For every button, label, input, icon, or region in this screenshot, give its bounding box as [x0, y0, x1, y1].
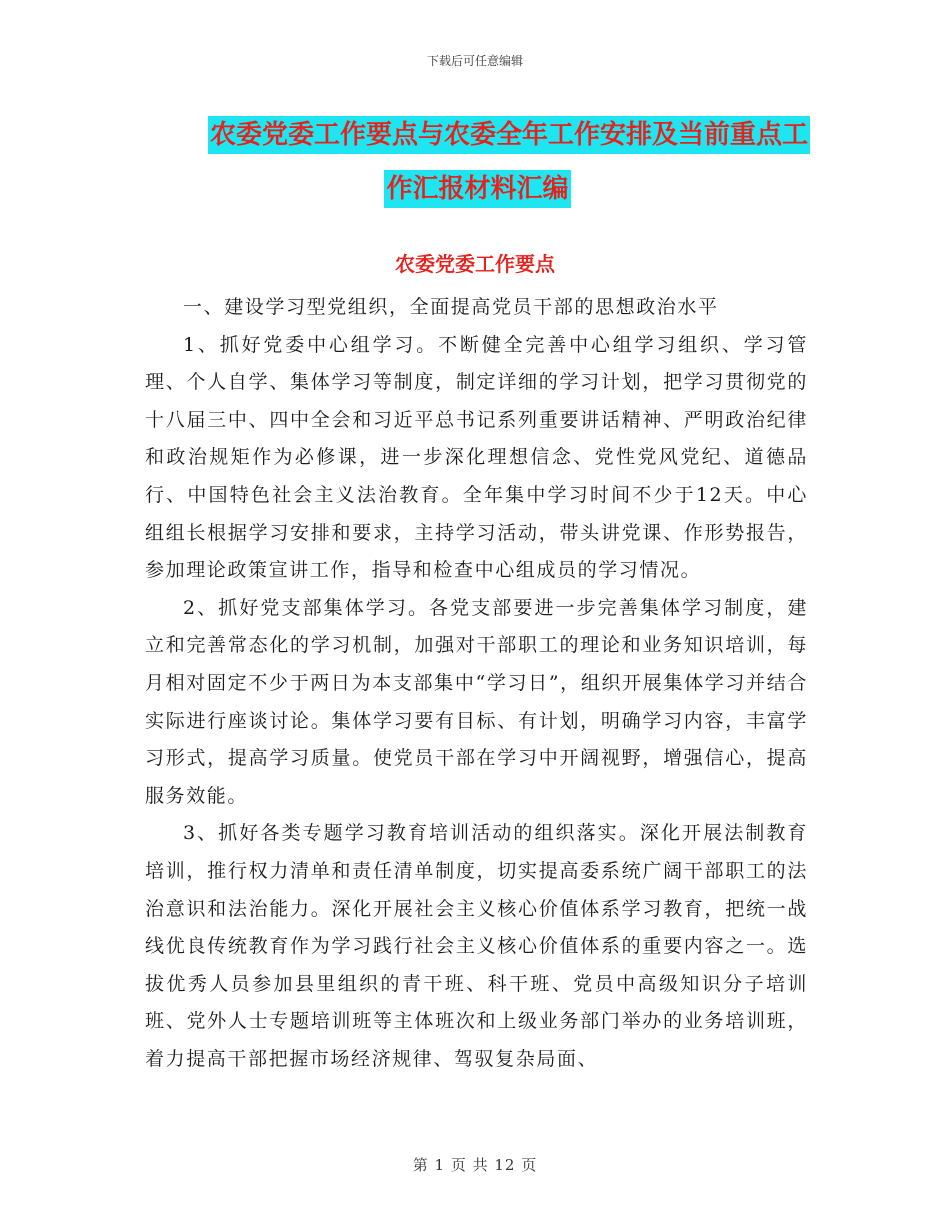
page-header-note: 下载后可任意编辑	[426, 54, 523, 68]
page-number-footer: 第 1 页 共 12 页	[412, 1156, 538, 1174]
document-title-line2: 作汇报材料汇编	[384, 170, 570, 208]
paragraph-3: 3、抓好各类专题学习教育培训活动的组织落实。深化开展法制教育培训，推行权力清单和责任清单制度，切实提高委系统广阔干部职工的法治意识和法治能力。深化开展社会主义核心价值体系学习教育，把统一战线优良传统教育作为学习践行社会主义核心价值体系的重要内容之一。选拔优秀人员参加县里组织的青干班、科干班、党员中高级知识分子培训班、党外人士专题培训班等主体班次和上级业务部门举办的业务培训班，着力提高干部把握市场经济规律、驾驭复杂局面、	[145, 822, 808, 1070]
paragraph-2: 2、抓好党支部集体学习。各党支部要进一步完善集体学习制度，建立和完善常态化的学习机制，加强对干部职工的理论和业务知识培训，每月相对固定不少于两日为本支部集中“学习日”，组织开展集体学习并结合实际进行座谈讨论。集体学习要有目标、有计划，明确学习内容，丰富学习形式，提高学习质量。使党员干部在学习中开阔视野，增强信心，提高服务效能。	[145, 596, 808, 807]
section-title: 农委党委工作要点	[395, 252, 555, 276]
document-title-line1: 农委党委工作要点与农委全年工作安排及当前重点工	[208, 116, 810, 154]
paragraph-1: 1、抓好党委中心组学习。不断健全完善中心组学习组织、学习管理、个人自学、集体学习等制度，制定详细的学习计划，把学习贯彻党的十八届三中、四中全会和习近平总书记系列重要讲话精神、严明政治纪律和政治规矩作为必修课，进一步深化理想信念、党性党风党纪、道德品行、中国特色社会主义法治教育。全年集中学习时间不少于12天。中心组组长根据学习安排和要求，主持学习活动，带头讲党课、作形势报告，参加理论政策宣讲工作，指导和检查中心组成员的学习情况。	[145, 333, 808, 582]
paragraph-heading-1: 一、建设学习型党组织，全面提高党员干部的思想政治水平	[183, 296, 719, 318]
document-body	[145, 289, 808, 1078]
document-title	[145, 108, 810, 216]
